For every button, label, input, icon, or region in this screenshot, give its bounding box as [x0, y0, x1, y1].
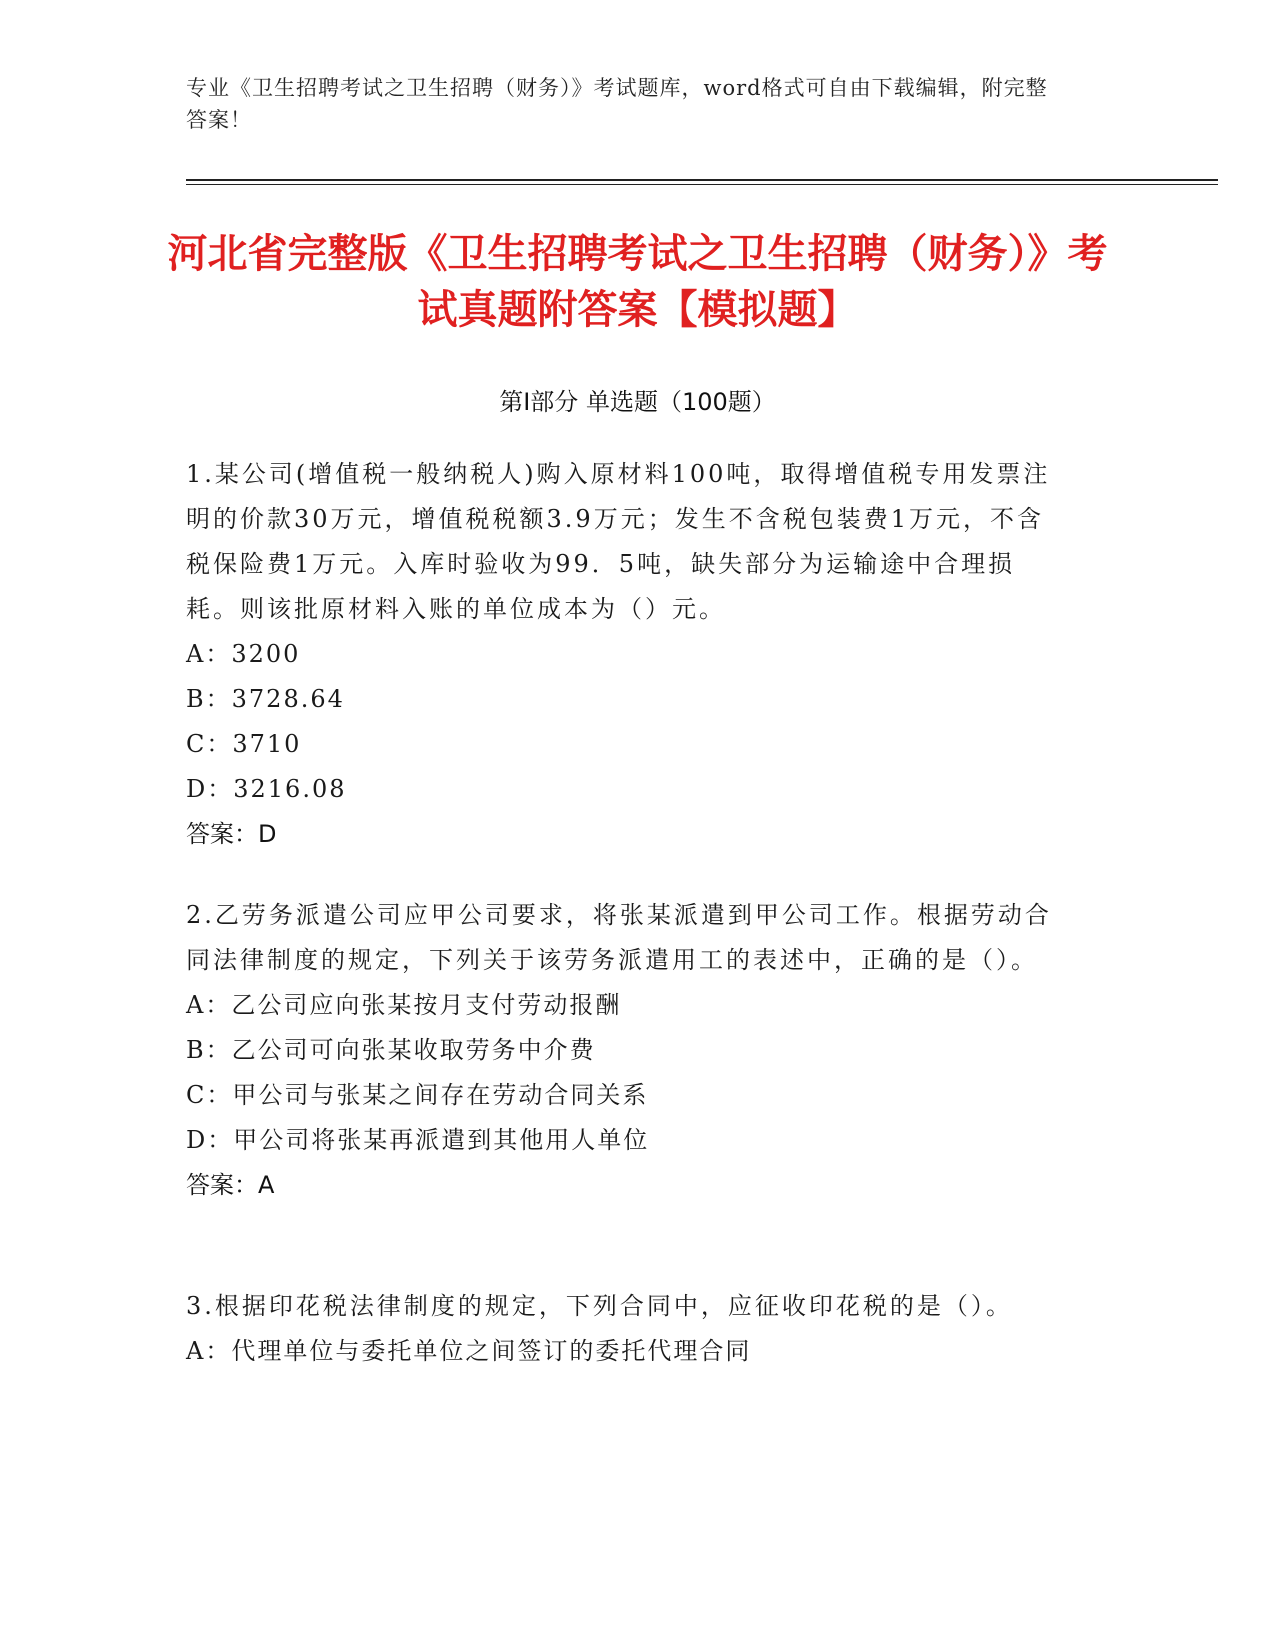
- question-3: [186, 1284, 1066, 1374]
- option-c: C：甲公司与张某之间存在劳动合同关系: [186, 1081, 649, 1109]
- document-title: 河北省完整版《卫生招聘考试之卫生招聘（财务）》考试真题附答案【模拟题】: [167, 231, 1108, 333]
- option-d: D：甲公司将张某再派遣到其他用人单位: [186, 1126, 650, 1154]
- question-stem: 2.乙劳务派遣公司应甲公司要求，将张某派遣到甲公司工作。根据劳动合同法律制度的规定，下列关于该劳务派遣用工的表述中，正确的是（）。: [186, 901, 1052, 974]
- question-2: [186, 893, 1066, 1208]
- option-b: B：乙公司可向张某收取劳务中介费: [186, 1036, 596, 1064]
- option-c: C：3710: [186, 730, 302, 758]
- header-rule-thick: [186, 179, 1218, 181]
- option-b: B：3728.64: [186, 685, 345, 713]
- option-a: A：3200: [186, 640, 301, 668]
- question-stem: 3.根据印花税法律制度的规定，下列合同中，应征收印花税的是（）。: [186, 1292, 1013, 1320]
- option-d: D：3216.08: [186, 775, 347, 803]
- answer-line: 答案：D: [186, 820, 277, 848]
- answer-line: 答案：A: [186, 1171, 275, 1199]
- question-stem: 1.某公司(增值税一般纳税人)购入原材料100吨，取得增值税专用发票注明的价款30万元，增值税税额3.9万元；发生不含税包装费1万元，不含税保险费1万元。入库时验收为99．5吨，缺失部分为运输途中合理损耗。则该批原材料入账的单位成本为（）元。: [186, 460, 1051, 623]
- header-note: 专业《卫生招聘考试之卫生招聘（财务）》考试题库，word格式可自由下载编辑，附完整答案！: [186, 76, 1048, 132]
- section-heading: 第I部分 单选题（100题）: [499, 388, 776, 416]
- header-rule-thin: [186, 184, 1218, 185]
- question-1: [186, 452, 1066, 857]
- option-a: A：代理单位与委托单位之间签订的委托代理合同: [186, 1337, 752, 1365]
- option-a: A：乙公司应向张某按月支付劳动报酬: [186, 991, 622, 1019]
